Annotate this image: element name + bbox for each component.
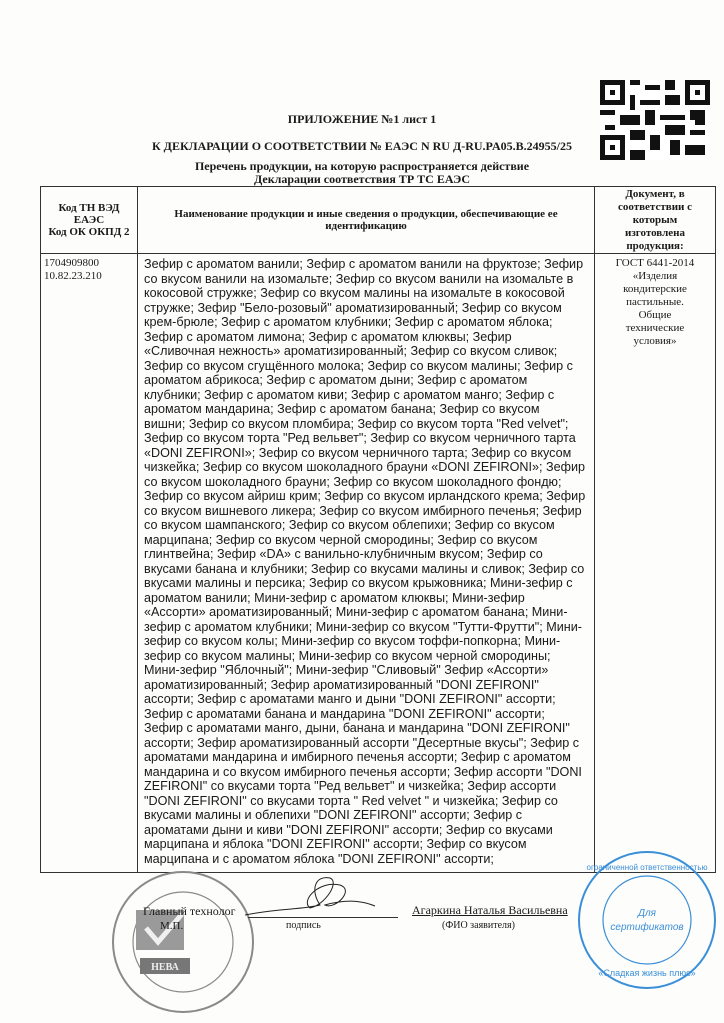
header-doc-line: Документ, в bbox=[625, 187, 685, 200]
product-names bbox=[138, 254, 595, 873]
product-line: крем-брюле; Зефир с ароматом клубники; Зефир с ароматом яблока; bbox=[144, 315, 553, 329]
standard-line: кондитерские bbox=[623, 283, 687, 295]
standard-line: пастильные. bbox=[626, 296, 684, 308]
subtitle-2: Декларации соответствия ТР ТС ЕАЭС bbox=[254, 172, 470, 186]
product-line: чизкейка; Зефир со вкусом шоколадного брауни «DONI ZEFIRONI»; Зефир bbox=[144, 460, 585, 474]
product-line: "DONI ZEFIRONI" со вкусами торта " Red velvet " и чизкейка; Зефир со bbox=[144, 793, 558, 808]
header-document bbox=[595, 187, 716, 254]
product-line: Зефир со вкусом торта "Ред вельвет"; Зефир со вкусом черничного тарта bbox=[144, 431, 576, 445]
header-name bbox=[138, 187, 595, 254]
product-line: зефир со вкусом малины; Мини-зефир со вкусом черной смородины; bbox=[144, 648, 551, 663]
header-name-line: идентификацию bbox=[325, 220, 407, 232]
product-line: Зефир с ароматами банана и мандарина "DONI ZEFIRONI" ассорти; bbox=[144, 706, 545, 721]
tn-ved-code: 1704909800 bbox=[44, 257, 99, 269]
product-line: ароматом ванили; Мини-зефир с ароматом клюквы; Мини-зефир bbox=[144, 590, 525, 605]
product-line: стружке; Зефир "Бело-розовый" ароматизированный; Зефир со вкусом bbox=[144, 300, 562, 315]
product-line: марципана и с ароматом яблока "DONI ZEFIRONI" ассорти; bbox=[144, 851, 494, 866]
product-line: зефир со вкусом колы; Мини-зефир со вкусом тоффи-попкорна; Мини- bbox=[144, 634, 561, 648]
product-codes bbox=[41, 254, 138, 873]
header-doc-line: соответствии с bbox=[617, 200, 693, 213]
product-line: Зефир со вкусом сгущённого молока; Зефир со вкусом малины; Зефир с bbox=[144, 358, 573, 373]
product-line: вишни; Зефир со вкусом пломбира; Зефир со вкусом торта "Red velvet"; bbox=[144, 416, 569, 431]
product-line: Зефир с ароматом ванили; Зефир с ароматом ванили на фруктозе; Зефир bbox=[144, 257, 584, 271]
qr-code bbox=[600, 80, 710, 160]
svg-text:НЕВА: НЕВА bbox=[151, 962, 179, 973]
product-line: вкусами малины и облепихи "DONI ZEFIRONI" ассорти; Зефир с bbox=[144, 808, 523, 822]
product-line: Зефир с ароматом лимона; Зефир с ароматом клюквы; Зефир bbox=[144, 329, 512, 344]
product-line: ассорти; Зефир с ароматами манго и дыни "DONI ZEFIRONI" ассорти; bbox=[144, 692, 556, 706]
product-line: марципана; Зефир со вкусом черной смородины; Зефир со вкусом bbox=[144, 532, 538, 547]
mp-label: М.П. bbox=[160, 920, 184, 932]
product-line: Зефир со вкусом айриш крим; Зефир со вкусом ирландского крема; Зефир bbox=[144, 489, 586, 503]
declaration-number: К ДЕКЛАРАЦИИ О СООТВЕТСТВИИ № ЕАЭС N RU Д-RU.PA05.B.24955/25 bbox=[151, 139, 573, 153]
applicant-name-label: (ФИО заявителя) bbox=[442, 920, 515, 931]
product-line: ароматом мандарина; Зефир с ароматом банана; Зефир со вкусом bbox=[144, 402, 540, 416]
signature bbox=[240, 870, 380, 920]
standard-document bbox=[595, 254, 716, 873]
product-table bbox=[40, 186, 716, 873]
product-line: «Сливочная нежность» ароматизированный; Зефир со вкусом сливок; bbox=[144, 344, 558, 358]
product-line: зефир с ароматом клубники; Мини-зефир со вкусом "Тутти-Фрутти"; Мини- bbox=[144, 619, 582, 634]
applicant-name: Агаркина Наталья Васильевна bbox=[412, 903, 568, 917]
product-line: ароматами дыни и киви "DONI ZEFIRONI" ассорти; Зефир со вкусами bbox=[144, 822, 553, 837]
product-line: со вкусом ванили на изомальте; Зефир со вкусом ванили на изомальте в bbox=[144, 271, 574, 286]
product-line: марципана и яблока "DONI ZEFIRONI" ассорти; Зефир со вкусом bbox=[144, 837, 527, 851]
header-doc-line: продукция: bbox=[626, 239, 684, 252]
header-code-line: ЕАЭС bbox=[73, 214, 105, 226]
header-doc-line: изготовлена bbox=[624, 226, 685, 239]
appendix-title: ПРИЛОЖЕНИЕ №1 лист 1 bbox=[287, 112, 437, 126]
signature-line bbox=[248, 917, 398, 918]
product-line: вкусами малины и персика; Зефир со вкусом крыжовника; Мини-зефир с bbox=[144, 576, 573, 590]
standard-line: «Изделия bbox=[632, 270, 678, 282]
product-line: Мини-зефир "Яблочный"; Мини-зефир "Сливовый" Зефир «Ассорти» bbox=[144, 663, 549, 677]
product-line: «Ассорти» ароматизированный; Мини-зефир с ароматом банана; Мини- bbox=[144, 605, 568, 619]
product-line: со вкусом вишневого ликера; Зефир со вкусом имбирного печенья; Зефир bbox=[144, 503, 582, 518]
product-line: «DONI ZEFIRONI»; Зефир со вкусом черничного тарта; Зефир со вкусом bbox=[144, 445, 572, 460]
standard-line: ГОСТ 6441-2014 bbox=[615, 257, 695, 269]
product-line: клубники; Зефир с ароматом киви; Зефир с ароматом манго; Зефир с bbox=[144, 387, 555, 402]
svg-text:сертификатов: сертификатов bbox=[610, 922, 684, 933]
product-line: мандарина и со вкусом имбирного печенья ассорти; Зефир ассорти "DONI bbox=[144, 764, 582, 779]
product-line: ассорти; Зефир ароматизированный ассорти "Десертные вкусы"; Зефир с bbox=[144, 735, 580, 750]
product-line: ZEFIRONI" со вкусами торта "Ред вельвет" и чизкейка; Зефир ассорти bbox=[144, 779, 557, 793]
standard-line: технические bbox=[625, 322, 685, 334]
product-line: ароматизированный; Зефир ароматизированный "DONI ZEFIRONI" bbox=[144, 677, 539, 692]
signature-label: подпись bbox=[286, 920, 321, 931]
header-doc-line: которым bbox=[632, 213, 678, 226]
product-line: Зефир с ароматами манго, дыни, банана и мандарина "DONI ZEFIRONI" bbox=[144, 721, 570, 735]
svg-text:ограниченной ответственностью: ограниченной ответственностью bbox=[586, 863, 708, 872]
header-name-line: Наименование продукции и иные сведения о продукции, обеспечивающие ее bbox=[174, 208, 558, 220]
table-header-row bbox=[41, 187, 716, 254]
product-line: вкусами банана и клубники; Зефир со вкусами малины и сливок; Зефир со bbox=[144, 561, 585, 576]
product-line: со вкусом шампанского; Зефир со вкусом облепихи; Зефир со вкусом bbox=[144, 518, 555, 532]
product-line: глинтвейна; Зефир «DA» с ванильно-клубничным вкусом; Зефир со bbox=[144, 547, 543, 561]
product-line: ароматом абрикоса; Зефир с ароматом дыни; Зефир с ароматом bbox=[144, 373, 528, 387]
svg-text:Для: Для bbox=[637, 908, 657, 919]
standard-line: Общие bbox=[638, 309, 672, 321]
company-stamp-right bbox=[572, 848, 722, 993]
header-code-line: Код ТН ВЭД bbox=[58, 202, 120, 214]
header-code bbox=[41, 187, 138, 254]
table-row bbox=[41, 254, 716, 873]
product-line: ароматами мандарина и имбирного печенья ассорти; Зефир с ароматом bbox=[144, 750, 571, 764]
standard-line: условия» bbox=[633, 335, 677, 347]
product-line: кокосовой стружке; Зефир со вкусом малины на изомальте в кокосовой bbox=[144, 286, 565, 300]
header-code-line: Код ОК ОКПД 2 bbox=[48, 226, 130, 238]
subtitle-1: Перечень продукции, на которую распространяется действие bbox=[194, 159, 530, 173]
position-label: Главный технолог bbox=[143, 904, 236, 918]
company-stamp-left bbox=[108, 868, 258, 1016]
svg-text:«Сладкая жизнь плюс»: «Сладкая жизнь плюс» bbox=[598, 968, 696, 978]
okpd-code: 10.82.23.210 bbox=[44, 270, 102, 282]
product-line: со вкусом шоколадного брауни; Зефир со вкусом шоколадного фондю; bbox=[144, 474, 562, 489]
